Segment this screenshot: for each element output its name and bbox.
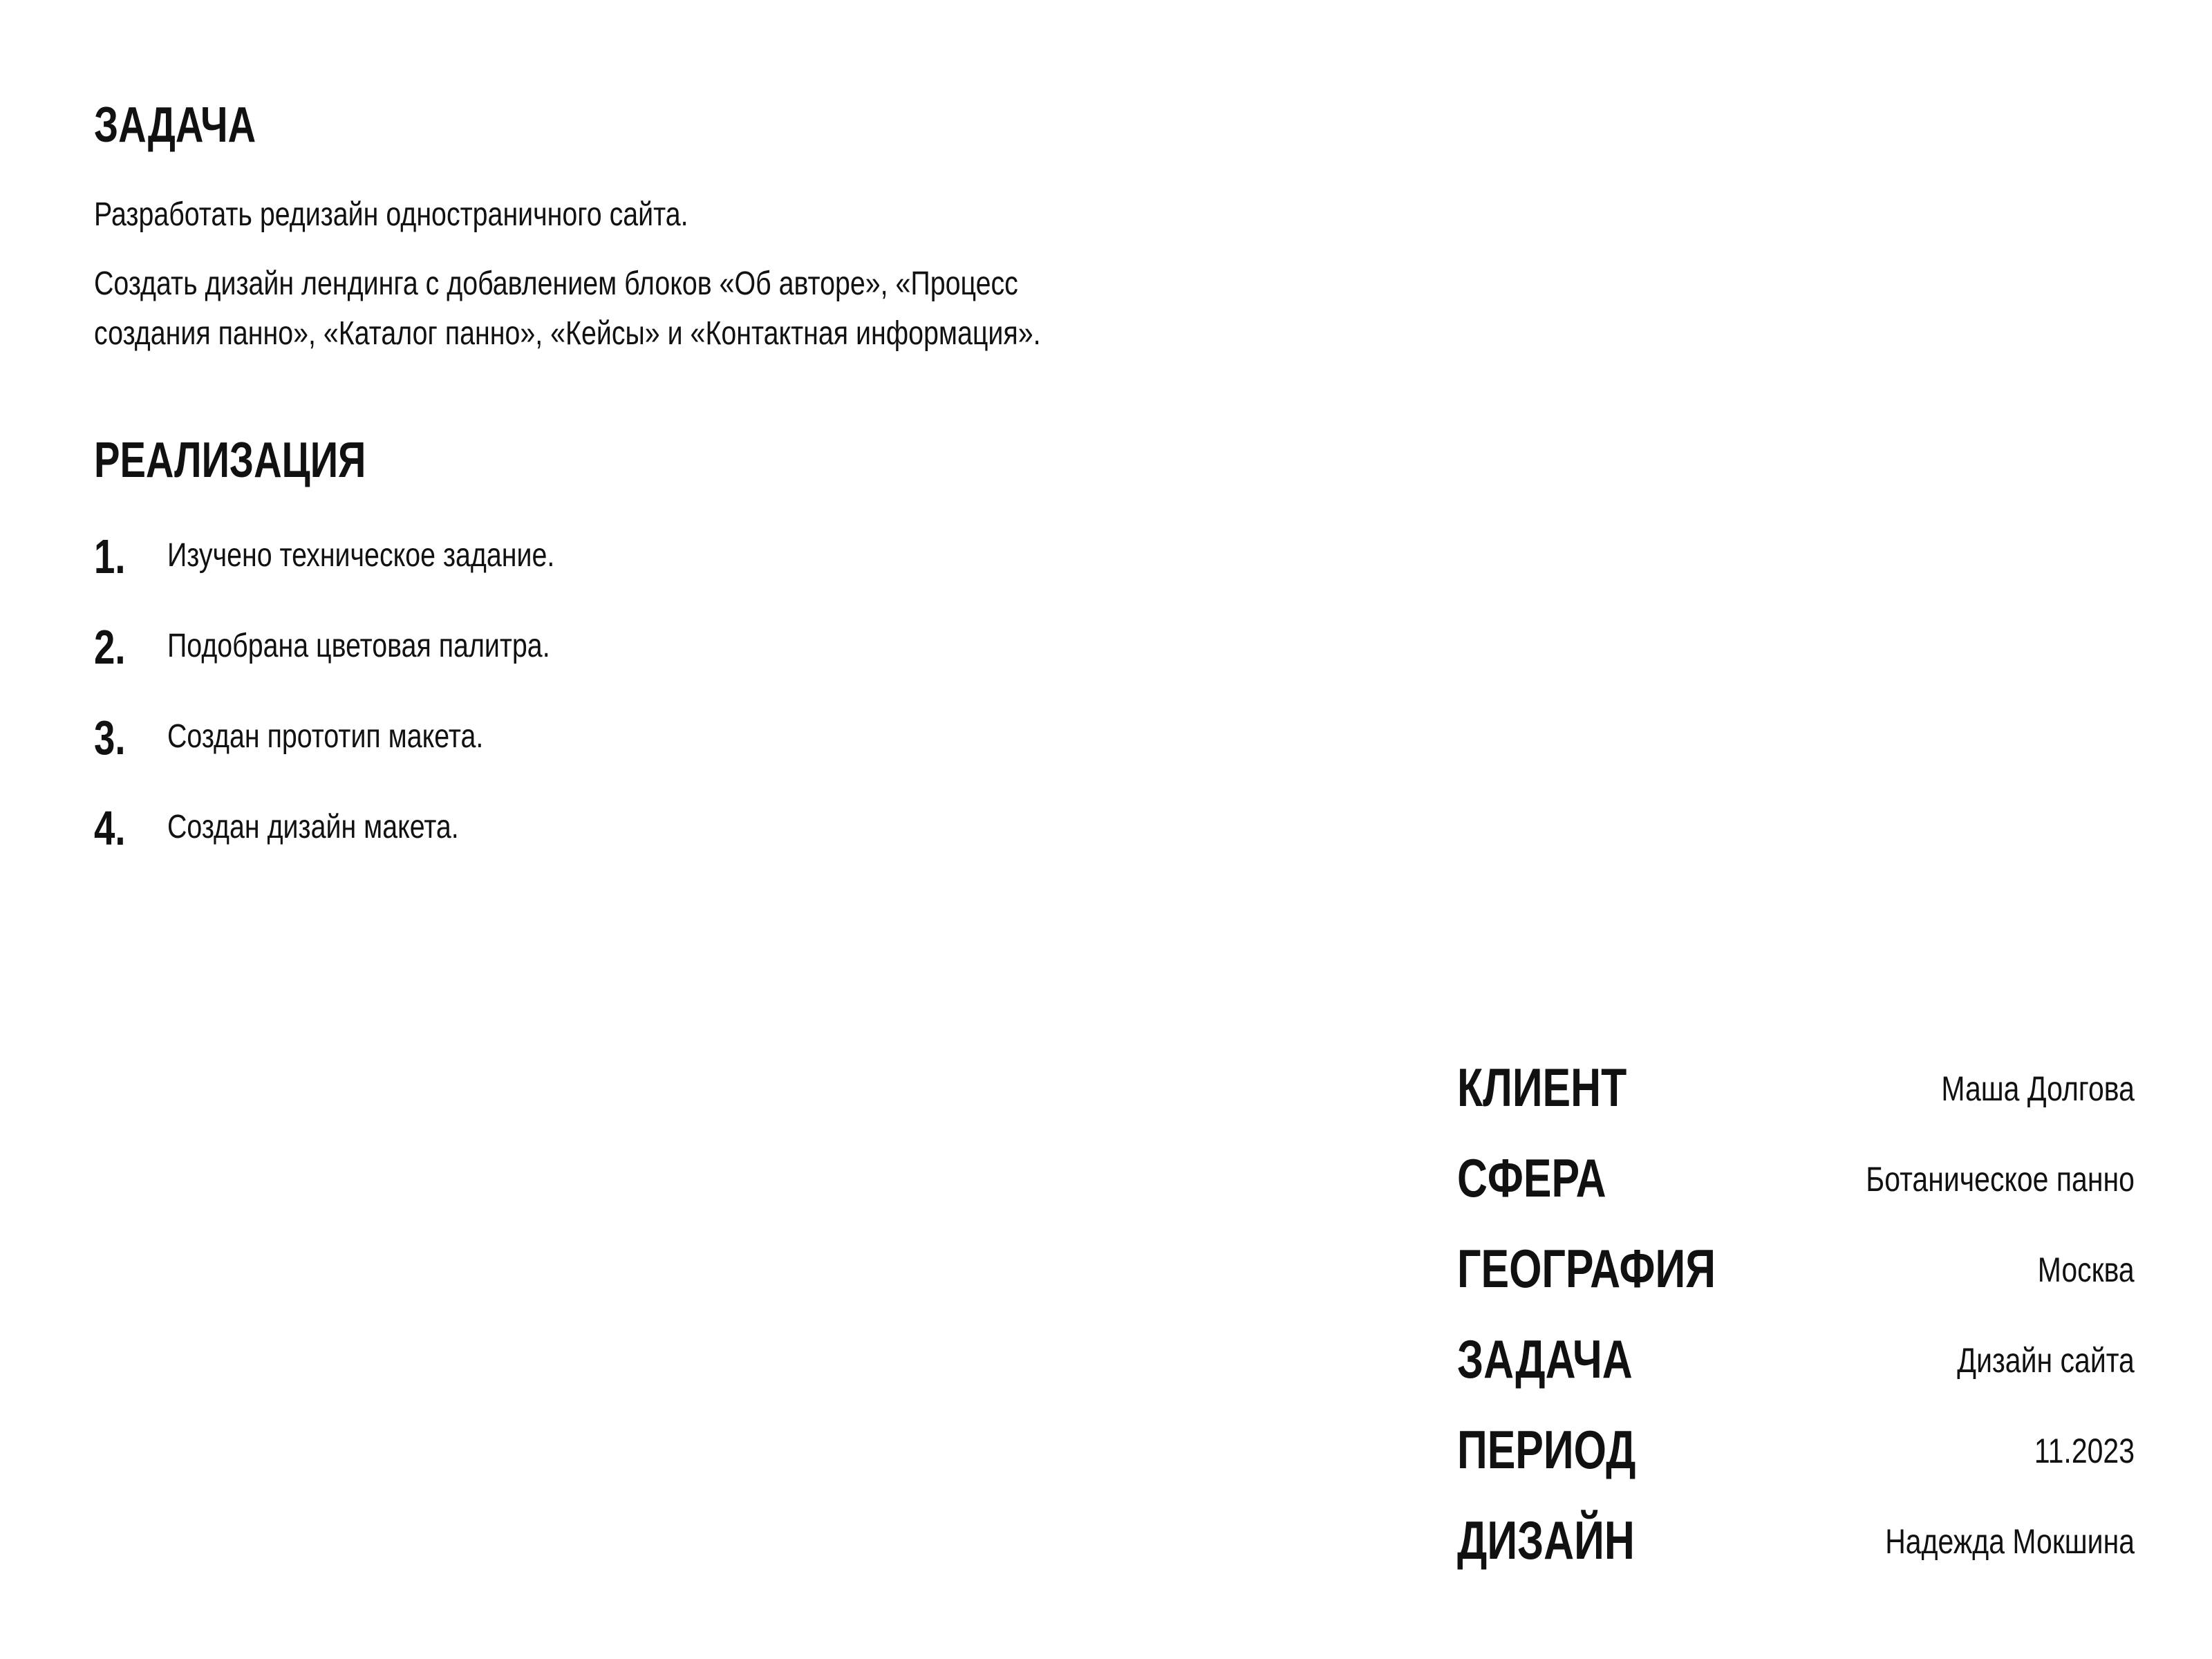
info-label: ЗАДАЧА <box>1457 1329 1633 1389</box>
info-row-task <box>1457 1326 2135 1416</box>
info-value: Маша Долгова <box>1941 1069 2135 1108</box>
info-label: КЛИЕНТ <box>1457 1057 1627 1118</box>
step-text: Создан дизайн макета. <box>167 809 459 845</box>
task-section-title: ЗАДАЧА <box>94 97 256 153</box>
project-info-table <box>1457 1054 2135 1597</box>
step-number: 1. <box>94 529 126 583</box>
step-number: 2. <box>94 620 126 674</box>
step-number: 3. <box>94 711 126 765</box>
info-value: 11.2023 <box>2034 1432 2135 1470</box>
info-label: ГЕОГРАФИЯ <box>1457 1238 1716 1299</box>
implementation-section-title: РЕАЛИЗАЦИЯ <box>94 433 366 488</box>
info-row-geography <box>1457 1235 2135 1326</box>
info-value: Надежда Мокшина <box>1885 1522 2135 1561</box>
task-paragraph-line: Создать дизайн лендинга с добавлением блоков «Об авторе», «Процесс <box>94 265 1018 302</box>
step-text: Создан прототип макета. <box>167 718 484 755</box>
info-value: Москва <box>2038 1250 2135 1289</box>
info-row-design <box>1457 1507 2135 1597</box>
info-row-sphere <box>1457 1145 2135 1235</box>
task-paragraph-line: создания панно», «Каталог панно», «Кейсы» и «Контактная информация». <box>94 315 1041 352</box>
info-value: Ботаническое панно <box>1866 1160 2135 1199</box>
step-number: 4. <box>94 801 126 855</box>
info-row-client <box>1457 1054 2135 1145</box>
task-paragraph <box>94 259 1041 359</box>
info-label: ДИЗАЙН <box>1457 1510 1635 1571</box>
task-paragraph: Разработать редизайн одностраничного сайта. <box>94 196 688 233</box>
info-row-period <box>1457 1416 2135 1507</box>
step-text: Подобрана цветовая палитра. <box>167 628 550 664</box>
info-label: СФЕРА <box>1457 1147 1606 1208</box>
info-value: Дизайн сайта <box>1957 1341 2135 1380</box>
info-label: ПЕРИОД <box>1457 1419 1636 1480</box>
step-text: Изучено техническое задание. <box>167 537 555 574</box>
